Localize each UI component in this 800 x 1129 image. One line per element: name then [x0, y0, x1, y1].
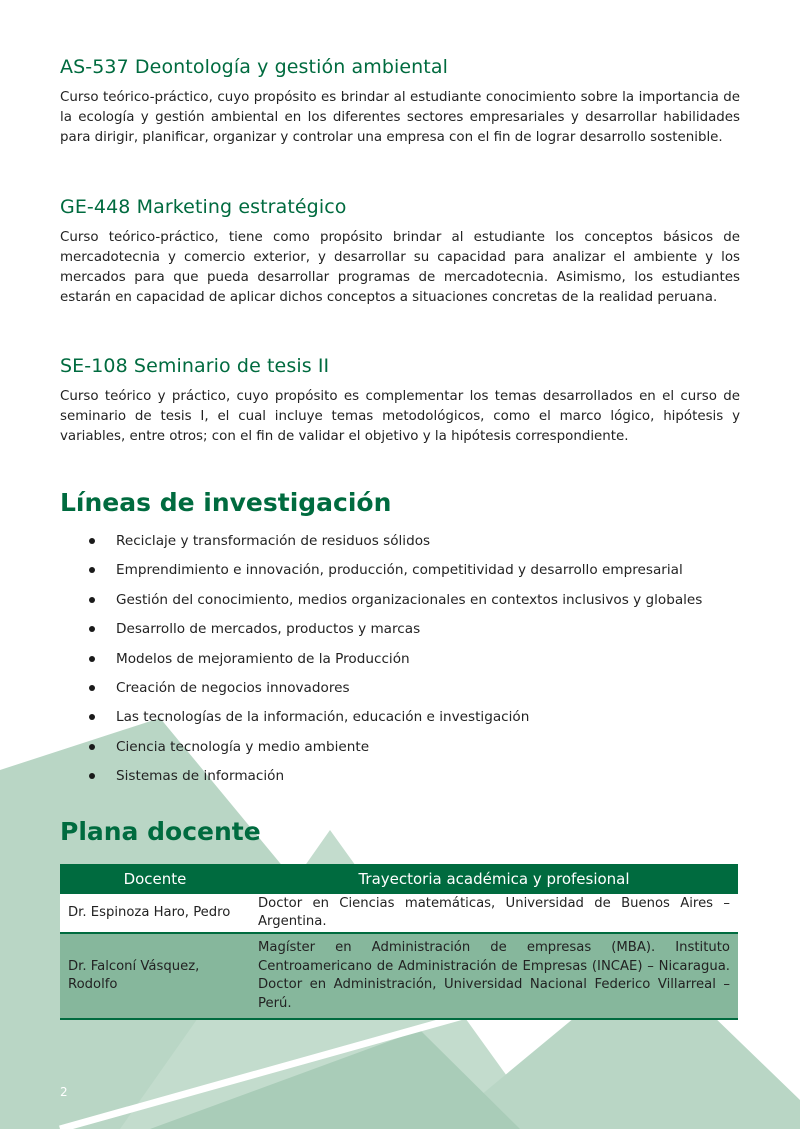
bullet-icon — [89, 744, 95, 750]
research-lines-heading: Líneas de investigación — [60, 488, 392, 517]
list-item-text: Las tecnologías de la información, educación e investigación — [116, 709, 530, 726]
list-item-text: Creación de negocios innovadores — [116, 679, 350, 696]
course-block-se108 — [60, 355, 740, 447]
list-item-text: Sistemas de información — [116, 768, 285, 785]
bullet-icon — [89, 597, 95, 603]
list-item-text: Modelos de mejoramiento de la Producción — [116, 650, 410, 667]
bullet-icon — [89, 685, 95, 691]
research-lines-list — [60, 531, 740, 796]
list-item-text: Reciclaje y transformación de residuos sólidos — [116, 533, 431, 549]
bullet-icon — [89, 714, 95, 720]
bullet-icon — [89, 626, 95, 632]
course-title: SE-108 Seminario de tesis II — [60, 355, 330, 377]
course-block-ge448 — [60, 196, 740, 308]
list-item-text: Emprendimiento e innovación, producción, competitividad y desarrollo empresarial — [116, 562, 683, 579]
faculty-table — [60, 864, 738, 1020]
list-item — [60, 707, 740, 736]
list-item — [60, 531, 740, 560]
page-number: 2 — [60, 1085, 68, 1099]
bullet-icon — [89, 567, 95, 573]
list-item — [60, 590, 740, 619]
column-header-trayectoria: Trayectoria académica y profesional — [250, 864, 738, 894]
faculty-career-cell: Doctor en Ciencias matemáticas, Universidad de Buenos Aires – Argentina. — [250, 894, 738, 933]
table-row — [60, 894, 738, 933]
faculty-heading: Plana docente — [60, 817, 261, 846]
course-title: GE-448 Marketing estratégico — [60, 196, 347, 218]
course-description: Curso teórico-práctico, cuyo propósito es brindar al estudiante conocimiento sobre la importancia de la ecología y gestión ambiental en los diferentes sectores empresariales y desarrollar habilidades para dirigir, planificar, organizar y controlar una empresa con el fin de lograr desarrollo sostenible. — [60, 90, 740, 145]
column-header-docente: Docente — [60, 864, 250, 894]
list-item-text: Gestión del conocimiento, medios organizacionales en contextos inclusivos y globales — [116, 591, 703, 608]
table-header-row — [60, 864, 738, 894]
faculty-name-cell: Dr. Espinoza Haro, Pedro — [60, 894, 250, 933]
bullet-icon — [89, 656, 95, 662]
table-row — [60, 933, 738, 1019]
course-description: Curso teórico-práctico, tiene como propósito brindar al estudiante los conceptos básicos de mercadotecnia y comercio exterior, y desarrollar su capacidad para analizar el ambiente y los mercados para que pueda desarrollar programas de mercadotecnia. Asimismo, los estudiantes estarán en capacidad de aplicar dichos conceptos a situaciones concretas de la realidad peruana. — [60, 230, 740, 305]
course-title: AS-537 Deontología y gestión ambiental — [60, 56, 448, 78]
list-item — [60, 560, 740, 589]
bullet-icon — [89, 538, 95, 544]
course-description: Curso teórico y práctico, cuyo propósito es complementar los temas desarrollados en el curso de seminario de tesis I, el cual incluye temas metodológicos, como el marco lógico, hipótesis y variables, entre otros; con el fin de validar el objetivo y la hipótesis correspondiente. — [60, 389, 740, 444]
list-item — [60, 649, 740, 678]
list-item — [60, 737, 740, 766]
list-item — [60, 678, 740, 707]
faculty-career-cell: Magíster en Administración de empresas (MBA). Instituto Centroamericano de Administración de Empresas (INCAE) – Nicaragua. Doctor en Administración, Universidad Nacional Federico Villarreal – Perú. — [250, 933, 738, 1019]
list-item — [60, 766, 740, 795]
list-item-text: Desarrollo de mercados, productos y marcas — [116, 621, 421, 638]
list-item — [60, 619, 740, 648]
bullet-icon — [89, 773, 95, 779]
faculty-name-cell: Dr. Falconí Vásquez, Rodolfo — [60, 933, 250, 1019]
list-item-text: Ciencia tecnología y medio ambiente — [116, 738, 370, 755]
course-block-as537 — [60, 56, 740, 148]
